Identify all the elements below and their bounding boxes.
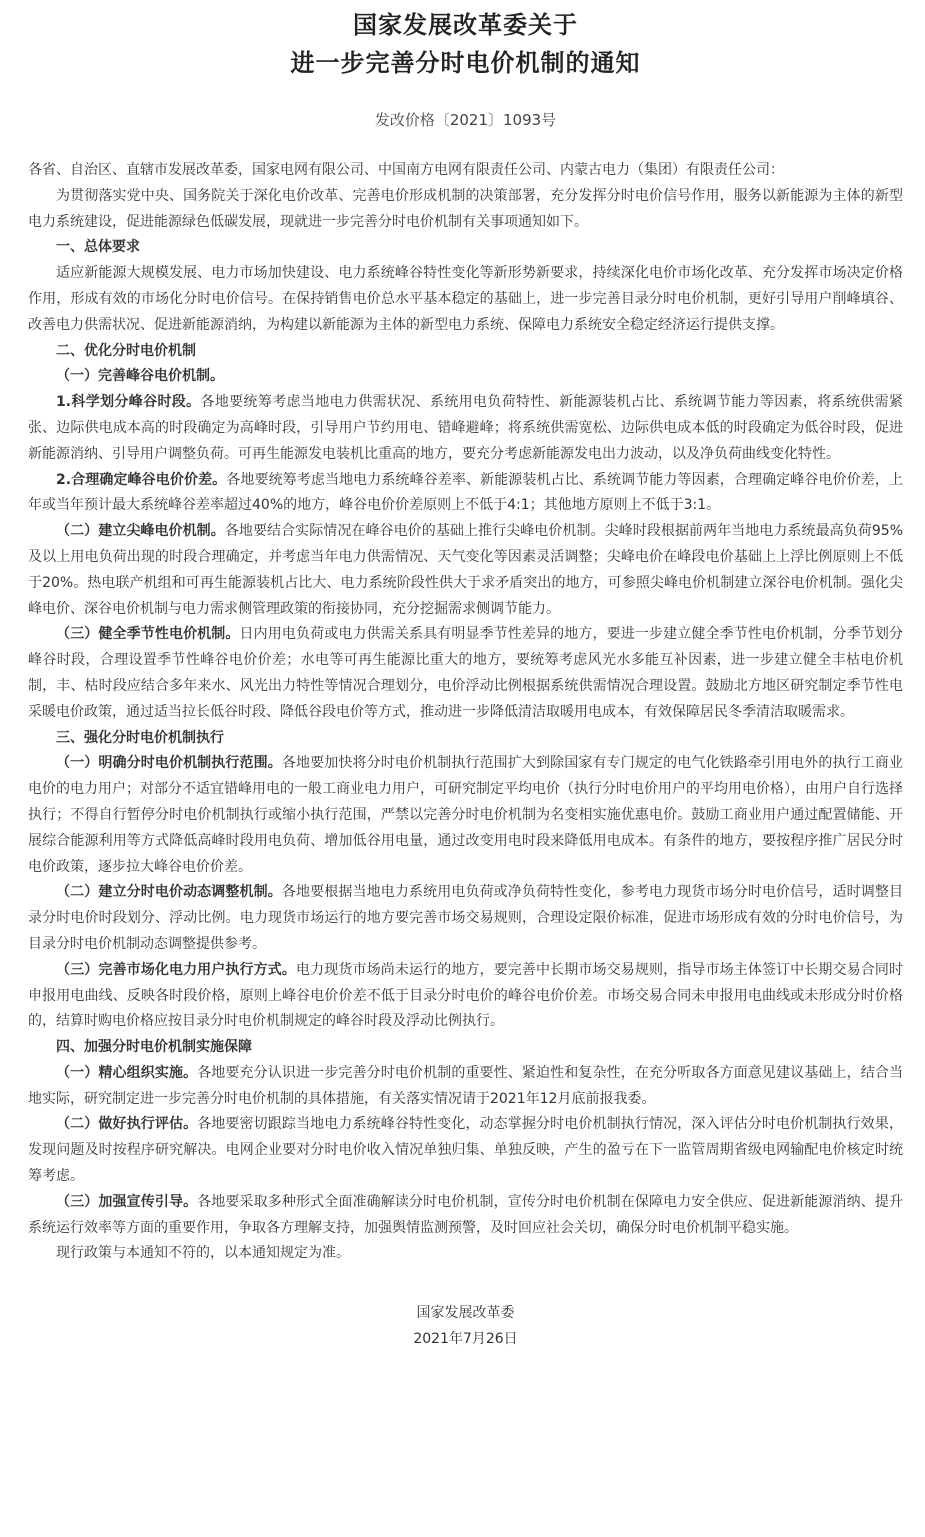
paragraph-text: 各地要根据当地电力系统用电负荷或净负荷特性变化，参考电力现货市场分时电价信号，适时调整目录分时电价时段划分、浮动比例。电力现货市场运行的地方要完善市场交易规则，合理设定限价标准，促进市场形成有效的分时电价信号，为目录分时电价机制动态调整提供参考。 xyxy=(28,884,904,952)
title-line-2: 进一步完善分时电价机制的通知 xyxy=(290,49,641,77)
paragraph-lead: （二）做好执行评估。 xyxy=(56,1116,198,1133)
paragraph-lead: 1.科学划分峰谷时段。 xyxy=(56,394,201,411)
paragraph-text: 电力现货市场尚未运行的地方，要完善中长期市场交易规则，指导市场主体签订中长期交易合同时申报用电曲线、反映各时段价格，原则上峰谷电价价差不低于目录分时电价的峰谷电价价差。市场交易合同未申报用电曲线或未形成分时价格的，结算时购电价格应按目录分时电价机制规定的峰谷时段及浮动比例执行。 xyxy=(28,961,904,1030)
section-1-paragraph: 适应新能源大规模发展、电力市场加快建设、电力系统峰谷特性变化等新形势新要求，持续深化电价市场化改革、充分发挥市场决定价格作用，形成有效的市场化分时电价信号。在保持销售电价总水平基本稳定的基础上，进一步完善目录分时电价机制，更好引导用户削峰填谷、改善电力供需状况、促进新能源消纳，为构建以新能源为主体的新型电力系统、保障电力系统安全稳定经济运行提供支撑。 xyxy=(28,265,903,333)
document-number: 发改价格〔2021〕1093号 xyxy=(374,111,557,129)
paragraph-lead: （一）明确分时电价机制执行范围。 xyxy=(56,755,282,772)
issuer-name: 国家发展改革委 xyxy=(416,1305,515,1322)
paragraph-lead: （二）建立分时电价动态调整机制。 xyxy=(56,884,282,901)
issue-date: 2021年7月26日 xyxy=(413,1331,518,1348)
section-1-heading: 一、总体要求 xyxy=(56,239,140,256)
paragraph-text: 日内用电负荷或电力供需关系具有明显季节性差异的地方，要进一步建立健全季节性电价机制，分季节划分峰谷时段，合理设置季节性峰谷电价价差；水电等可再生能源比重大的地方，要统筹考虑风光水多能互补因素，进一步建立健全丰枯电价机制，丰、枯时段应结合多年来水、风光出力特性等情况合理划分，电价浮动比例根据系统供需情况合理设置。鼓励北方地区研究制定季节性电采暖电价政策，通过适当拉长低谷时段、降低谷段电价等方式，推动进一步降低清洁取暖用电成本，有效保障居民冬季清洁取暖需求。 xyxy=(28,626,904,720)
paragraph-lead: （二）建立尖峰电价机制。 xyxy=(56,523,225,540)
addressee: 各省、自治区、直辖市发展改革委，国家电网有限公司、中国南方电网有限责任公司、内蒙古电力（集团）有限责任公司： xyxy=(28,162,784,178)
paragraph-lead: 2.合理确定峰谷电价价差。 xyxy=(56,471,227,488)
paragraph-lead: （三）完善市场化电力用户执行方式。 xyxy=(56,961,297,978)
paragraph-text: 各地要统筹考虑当地电力系统峰谷差率、新能源装机占比、系统调节能力等因素，合理确定峰谷电价价差，上年或当年预计最大系统峰谷差率超过40%的地方，峰谷电价价差原则上不低于4:1；其他地方原则上不低于3:1。 xyxy=(28,471,904,514)
section-3-3-paragraph xyxy=(28,958,903,1035)
section-4-1-paragraph xyxy=(28,1061,903,1113)
paragraph-text: 各地要充分认识进一步完善分时电价机制的重要性、紧迫性和复杂性，在充分听取各方面意见建议基础上，结合当地实际，研究制定进一步完善分时电价机制的具体措施，有关落实情况请于2021年12月底前报我委。 xyxy=(28,1064,903,1107)
paragraph-text: 各地要统筹考虑当地电力供需状况、系统用电负荷特性、新能源装机占比、系统调节能力等因素，将系统供需紧张、边际供电成本高的时段确定为高峰时段，引导用户节约用电、错峰避峰；将系统供需宽松、边际供电成本低的时段确定为低谷时段，促进新能源消纳、引导用户调整负荷。可再生能源发电装机比重高的地方，要充分考虑新能源发电出力波动，以及净负荷曲线变化特性。 xyxy=(28,394,903,462)
section-4-heading: 四、加强分时电价机制实施保障 xyxy=(56,1039,252,1056)
paragraph-text: 各地要密切跟踪当地电力系统峰谷特性变化，动态掌握分时电价机制执行情况，深入评估分时电价机制执行效果，发现问题及时按程序研究解决。电网企业要对分时电价收入情况单独归集、单独反映，产生的盈亏在下一监管周期省级电网输配电价核定时统筹考虑。 xyxy=(28,1116,903,1185)
section-3-1-paragraph xyxy=(28,751,903,880)
section-2-1-heading: （一）完善峰谷电价机制。 xyxy=(56,368,224,385)
paragraph-lead: （三）加强宣传引导。 xyxy=(56,1193,198,1210)
section-3-2-paragraph xyxy=(28,880,903,957)
document-title xyxy=(28,0,903,82)
section-2-1-2-paragraph xyxy=(28,468,903,520)
section-2-1-1-paragraph xyxy=(28,390,903,467)
paragraph-text: 各地要加快将分时电价机制执行范围扩大到除国家有专门规定的电气化铁路牵引用电外的执行工商业电价的电力用户；对部分不适宜错峰用电的一般工商业电力用户，可研究制定平均电价（执行分时电价用户的平均用电价格），由用户自行选择执行；不得自行暂停分时电价机制执行或缩小执行范围，严禁以完善分时电价机制为名变相实施优惠电价。鼓励工商业用户通过配置储能、开展综合能源利用等方式降低高峰时段用电负荷、增加低谷用电量，通过改变用电时段来降低用电成本。有条件的地方，要按程序推广居民分时电价政策，逐步拉大峰谷电价价差。 xyxy=(28,755,904,875)
paragraph-text: 各地要结合实际情况在峰谷电价的基础上推行尖峰电价机制。尖峰时段根据前两年当地电力系统最高负荷95%及以上用电负荷出现的时段合理确定，并考虑当年电力供需情况、天气变化等因素灵活调整；尖峰电价在峰段电价基础上上浮比例原则上不低于20%。热电联产机组和可再生能源装机占比大、电力系统阶段性供大于求矛盾突出的地方，可参照尖峰电价机制建立深谷电价机制。强化尖峰电价、深谷电价机制与电力需求侧管理政策的衔接协同，充分挖掘需求侧调节能力。 xyxy=(28,523,904,617)
title-line-1: 国家发展改革委关于 xyxy=(353,11,578,39)
signature-block xyxy=(28,1301,903,1353)
closing-paragraph: 现行政策与本通知不符的，以本通知规定为准。 xyxy=(56,1245,350,1262)
section-4-2-paragraph xyxy=(28,1112,903,1189)
paragraph-lead: （一）精心组织实施。 xyxy=(56,1064,198,1081)
intro-paragraph: 为贯彻落实党中央、国务院关于深化电价改革、完善电价形成机制的决策部署，充分发挥分时电价信号作用，服务以新能源为主体的新型电力系统建设，促进能源绿色低碳发展，现就进一步完善分时电价机制有关事项通知如下。 xyxy=(28,187,903,230)
paragraph-lead: （三）健全季节性电价机制。 xyxy=(56,626,240,643)
section-2-3-paragraph xyxy=(28,622,903,725)
section-2-heading: 二、优化分时电价机制 xyxy=(56,342,196,359)
paragraph-text: 各地要采取多种形式全面准确解读分时电价机制，宣传分时电价机制在保障电力安全供应、促进新能源消纳、提升系统运行效率等方面的重要作用，争取各方理解支持，加强舆情监测预警，及时回应社会关切，确保分时电价机制平稳实施。 xyxy=(28,1193,903,1236)
section-2-2-paragraph xyxy=(28,519,903,622)
section-3-heading: 三、强化分时电价机制执行 xyxy=(56,729,224,746)
document-body xyxy=(28,158,903,1267)
section-4-3-paragraph xyxy=(28,1190,903,1242)
